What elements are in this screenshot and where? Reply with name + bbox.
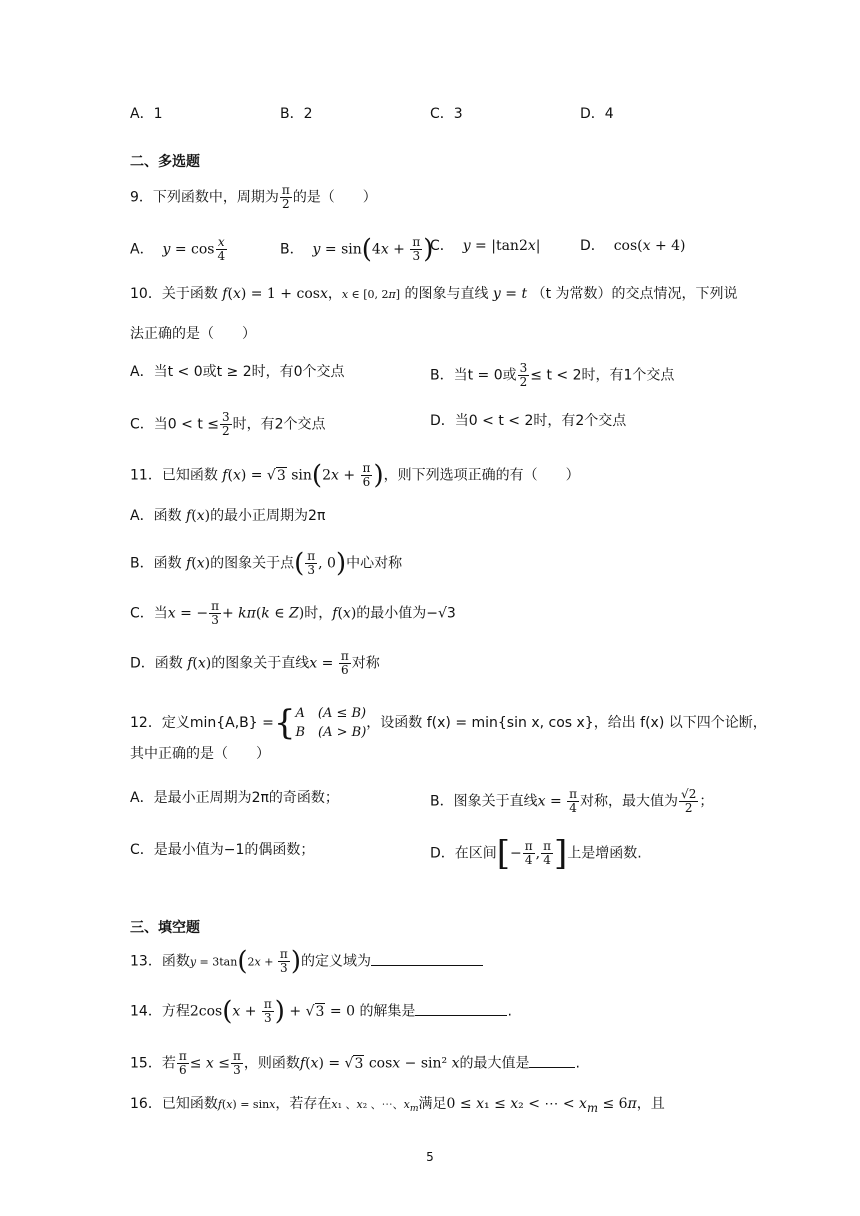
q12-d-suffix: 上是增函数. [567,845,642,862]
q10-option-c: C．当0 < t ≤ $\frac{3}{2}$ 时，有2个交点 [130,410,326,438]
q15-stem: 15．若 [130,1055,176,1072]
q10-option-a: A．当t < 0或t ≥ 2时，有0个交点 [130,364,345,380]
q12-option-b: B．图象关于直线x = $\frac{\pi}{4}$ 对称，最大值为 $\frac{√2}{2}$ ； [430,787,714,815]
q11-a-prefix: A．函数 [130,508,182,524]
q16-stem-mid: ，若存在 [275,1096,332,1112]
q10-b-suffix: ≤ t < 2时，有1个交点 [530,367,675,384]
q12-b-prefix: B．图象关于直线 [430,793,538,810]
q12-b-suffix: ； [699,793,714,810]
q11-option-b: B．函数 f(x)的图象关于点( $\frac{\pi}{3}$ , 0)中心对称 [130,548,403,579]
q9-d-label: D． [580,238,605,254]
q16-stem: 16．已知函数 [130,1096,218,1112]
answer-blank[interactable] [371,951,483,966]
q10-option-b: B．当t = 0或 $\frac{3}{2}$ ≤ t < 2时，有1个交点 [430,361,675,389]
q11-stem-end: ，则下列选项正确的有（ ） [383,467,580,484]
q12-option-d: D．在区间[− $\frac{\pi}{4}$ , $\frac{\pi}{4}$ ]上是增函数. [430,833,642,874]
q12-stem-mid: ，设函数 f(x) = min{sin x, cos x}，给出 f(x) 以下四个论断， [366,715,767,731]
section-heading-fill-in: 三、填空题 [130,920,200,936]
q9-stem: 9．下列函数中，周期为 [130,189,279,206]
q9-c-label: C． [430,238,454,254]
q9-option-a: A． y = cos $\frac{x}{4}$ [130,235,226,263]
q9-option-d: D． cos(x + 4) [580,238,686,254]
q10-c-suffix: 时，有2个交点 [232,416,326,433]
q11-stem: 11．已知函数 [130,467,218,484]
question-16: 16．已知函数f(x) = sinx，若存在x₁ 、x₂ 、⋯、$x_m$满足0 ≤ x₁ ≤ x₂ < ⋯ < $x_m \le 6\pi$，且 [130,1096,665,1115]
q16-stem-end: ，且 [636,1096,665,1112]
q12-option-a: A．是最小正周期为2π的奇函数； [130,790,339,806]
q11-c-suffix: 的最小值为−√3 [356,605,456,622]
q10-line2: 法正确的是（ ） [130,326,256,342]
q9-option-c: C． y = |tan2x| [430,238,541,254]
q14-stem: 14．方程 [130,1003,190,1020]
q11-d-prefix: D．函数 [130,655,183,672]
q13-stem: 13．函数 [130,953,190,970]
option-b: B．2 [280,106,313,122]
option-d: D．4 [580,106,614,122]
answer-blank[interactable] [415,1001,507,1016]
q12-d-prefix: D．在区间 [430,845,497,862]
section-heading-multiple-choice: 二、多选题 [130,154,200,170]
q11-a-suffix: 的最小正周期为2π [210,508,326,524]
q14-stem-end: 的解集是 [359,1003,416,1020]
q13-stem-end: 的定义域为 [300,953,371,970]
q10-option-d: D．当0 < t < 2时，有2个交点 [430,413,627,429]
q10-stem-mid: 的图象与直线 [404,286,489,302]
question-10: 10．关于函数 f(x) = 1 + cosx，x ∈ [0, 2π] 的图象与直线 y = t （t 为常数）的交点情况，下列说 [130,286,738,302]
q15-stem-end: 的最大值是 [459,1055,530,1072]
q11-b-prefix: B．函数 [130,555,182,572]
answer-blank[interactable] [529,1053,575,1068]
q11-c-prefix: C．当 [130,605,168,622]
option-c: C．3 [430,106,463,122]
option-a: A．1 [130,106,163,122]
q11-option-a: A．函数 f(x)的最小正周期为2π [130,508,326,524]
q11-c-mid: 时， [304,605,333,622]
q9-stem-end: 的是（ ） [292,189,377,206]
q11-option-d: D．函数 f(x)的图象关于直线x = $\frac{\pi}{6}$ 对称 [130,649,380,677]
q15-stem-mid: ，则函数 [243,1055,300,1072]
q12-option-c: C．是最小值为−1的偶函数； [130,842,315,858]
q11-b-suffix: 的图象关于点 [210,555,295,572]
q11-option-c: C．当x = − $\frac{\pi}{3}$ + kπ(k ∈ Z)时，f(x)的最小值为−√3 [130,599,456,627]
question-14: 14．方程2cos(x + $\frac{\pi}{3}$ ) + √3 = 0 的解集是 . [130,996,512,1027]
q9-option-b: B． y = sin(4x + $\frac{\pi}{3}$ ) [280,234,434,265]
question-12: 12．定义min{A,B} ={A (A ≤ B) B (A > B)，设函数 f(x) = min{sin x, cos x}，给出 f(x) 以下四个论断， [130,703,767,743]
question-9: 9．下列函数中，周期为 $\frac{\pi}{2}$ 的是（ ） [130,183,377,211]
q10-b-prefix: B．当t = 0或 [430,367,517,384]
q12-piece-1: A (A ≤ B) [295,706,367,721]
q11-d-mid: 的图象关于直线 [211,655,310,672]
q12-stem: 12．定义min{A,B} = [130,715,274,731]
question-15: 15．若 $\frac{\pi}{6}$ ≤ x ≤ $\frac{\pi}{3}$ ，则函数f(x) = √3 cosx − sin² x的最大值是 . [130,1049,580,1077]
question-13: 13．函数y = 3tan(2x + $\frac{\pi}{3}$ )的定义域为 [130,948,483,975]
q10-stem-end: （t 为常数）的交点情况，下列说 [531,286,738,302]
q10-stem: 10．关于函数 [130,286,218,302]
question-11: 11．已知函数 f(x) = √3 sin(2x + $\frac{\pi}{6}$ )，则下列选项正确的有（ ） [130,460,580,491]
q16-stem-suffix: 满足 [418,1096,447,1112]
q9-a-label: A． [130,241,154,258]
q9-b-label: B． [280,241,304,258]
q12-line2: 其中正确的是（ ） [130,746,270,762]
q11-d-suffix: 对称 [351,655,380,672]
q11-b-end: 中心对称 [346,555,403,572]
q10-c-prefix: C．当0 < t ≤ [130,416,219,433]
q12-piece-2: B (A > B) [295,725,367,740]
q12-b-mid: 对称，最大值为 [580,793,679,810]
page-number: 5 [426,1150,434,1164]
